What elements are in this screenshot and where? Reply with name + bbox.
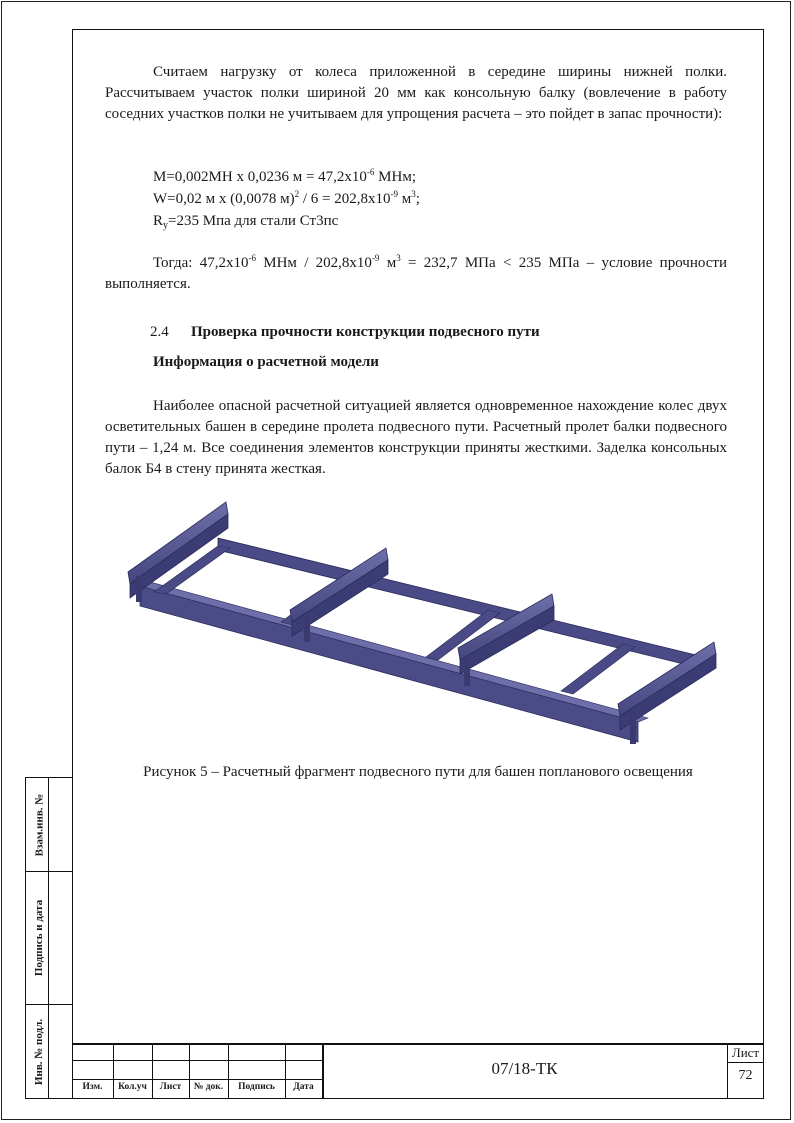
subheading: Информация о расчетной модели (153, 354, 379, 370)
col-change: Изм. (82, 1082, 103, 1092)
model-paragraph: Наиболее опасной расчетной ситуацией является одновременное нахождение колес двух осветительных башен в середине пролета подвесного пути. Расчетный пролет балки подвесного пути – 1,24 м. Все соединения элементов конструкции приняты жесткими. Заделка консольных балок Б4 в стену принята жесткая. (105, 398, 727, 477)
sheet-number: 72 (738, 1068, 753, 1083)
formula-moment: М=0,002МН х 0,0236 $м = 47,2х10^{-6}$ МНм; (153, 167, 417, 185)
document-code: 07/18-ТК (491, 1059, 558, 1078)
formula-design-resistance: $R_y=235$ Мпа для стали Ст3пс (153, 213, 339, 231)
col-sheet: Лист (159, 1082, 182, 1092)
side-label-replacement: Взам.инв. № (33, 793, 46, 856)
front-rail-beam (140, 586, 638, 742)
sheet-label: Лист (731, 1045, 760, 1060)
section-title: Проверка прочности конструкции подвесного пути (191, 324, 540, 340)
col-quantity: Кол.уч (118, 1082, 147, 1092)
side-label-inventory: Инв. № подл. (33, 1018, 45, 1085)
section-number: 2.4 (150, 324, 169, 340)
steel-frame-figure (118, 498, 726, 750)
formula-section-modulus: W=0,02 м х (0,0078 $м)^2 / 6 = 202,8х10^{-9}$ $м^3$; (153, 189, 420, 207)
intro-paragraph: Считаем нагрузку от колеса приложенной в середине ширины нижней полки. Рассчитываем участок полки шириной 20 мм как консольную балку (вовлечение в работу соседних участков полки не учитываем для упрощения расчета – это пойдет в запас прочности): (105, 64, 727, 122)
side-stamp (25, 777, 73, 1099)
col-date: Дата (293, 1082, 314, 1092)
cross-tie (561, 644, 635, 694)
conclusion-paragraph: Тогда: $47,2х10^{-6}$ МНм / $202,8х10^{-9}$ $м^3 = 232,7$ МПа < 235 МПа – условие прочности выполняется. (105, 253, 727, 292)
col-doc-number: № док. (193, 1082, 224, 1092)
col-signature: Подпись (238, 1082, 275, 1092)
figure-caption: Рисунок 5 – Расчетный фрагмент подвесного пути для башен попланового освещения (143, 764, 693, 780)
side-label-signature: Подпись и дата (33, 899, 45, 977)
